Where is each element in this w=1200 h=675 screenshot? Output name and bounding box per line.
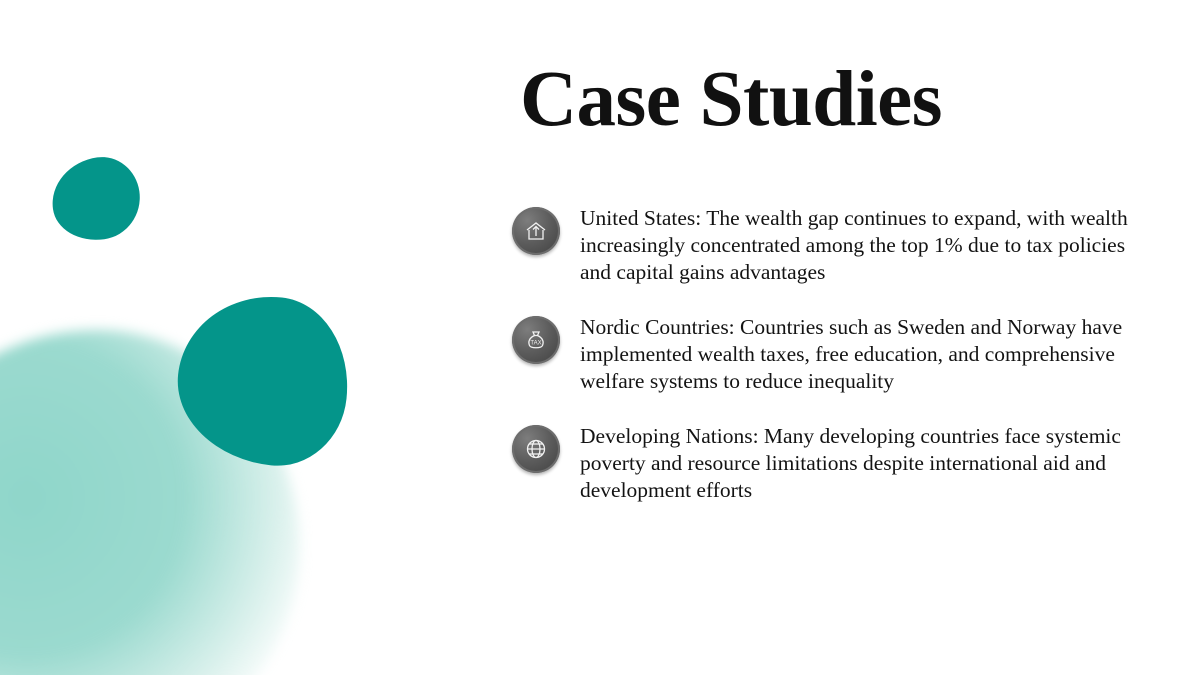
globe-icon — [512, 425, 560, 473]
house-growth-icon — [512, 207, 560, 255]
list-item-text: Developing Nations: Many developing countries face systemic poverty and resource limitations despite international aid and development efforts — [580, 424, 1121, 502]
tax-money-bag-icon — [512, 316, 560, 364]
list-item — [512, 314, 1144, 395]
soft-teal-gradient-blob — [0, 330, 300, 675]
slide-content — [512, 0, 1152, 675]
decorative-shapes — [0, 0, 480, 675]
small-teal-blob — [47, 152, 146, 245]
large-teal-blob — [170, 288, 357, 473]
list-item-text: United States: The wealth gap continues to expand, with wealth increasingly concentrated among the top 1% due to tax policies and capital gains advantages — [580, 206, 1128, 284]
list-item — [512, 205, 1144, 286]
list-item-text: Nordic Countries: Countries such as Sweden and Norway have implemented wealth taxes, free education, and comprehensive welfare systems to reduce inequality — [580, 315, 1123, 393]
svg-text:TAX: TAX — [530, 340, 542, 347]
page-title: Case Studies — [520, 56, 942, 143]
bullet-list — [512, 205, 1144, 504]
list-item — [512, 423, 1144, 504]
